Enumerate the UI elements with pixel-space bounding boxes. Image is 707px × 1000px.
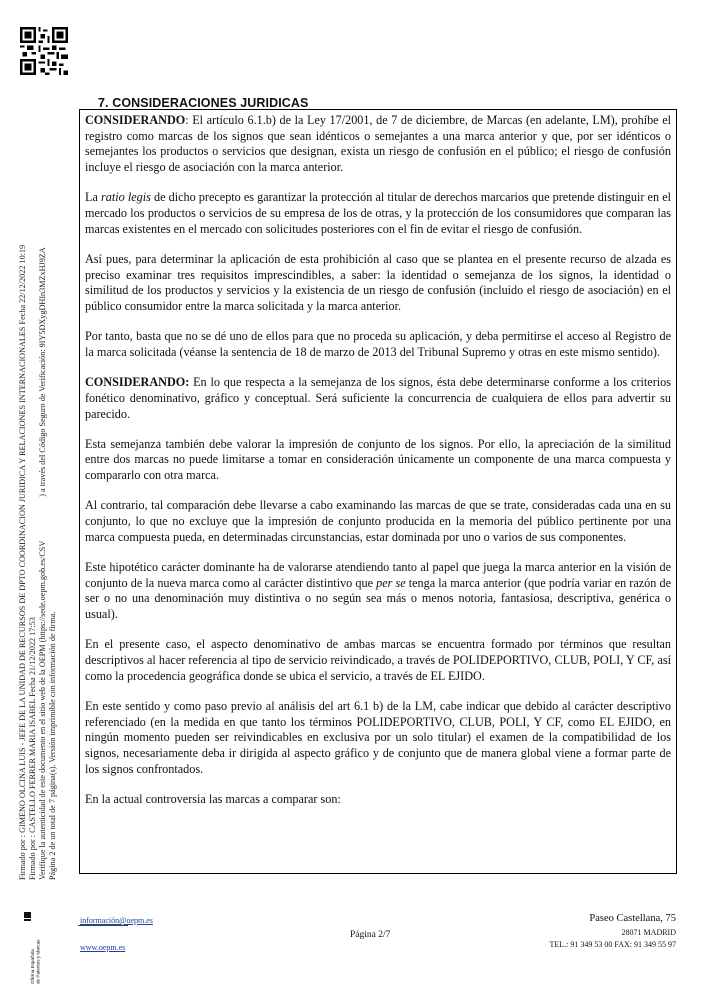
paragraph <box>85 329 671 360</box>
legal-considerations-box <box>79 109 677 874</box>
paragraph <box>85 113 671 176</box>
paragraph-text: tenga la marca anterior (que podría variar en razón de ser o no una denominación muy distintiva o no según sea más o menos notoria, fantasiosa, descriptiva, genérica o usual). <box>85 575 671 622</box>
paragraph-text: Por tanto, basta que no se dé uno de ellos para que no proceda su aplicación, y deba permitirse el acceso al Registro de la marca solicitada (véanse la sentencia de 18 de marzo de 2013 del Tribunal Supremo y otras en este mismo sentido). <box>85 329 671 359</box>
paragraph-lead: CONSIDERANDO: <box>85 375 190 390</box>
paragraph <box>85 560 671 623</box>
paragraph <box>85 699 671 778</box>
oepm-logo-icon <box>24 912 42 984</box>
email-link[interactable]: información@oepm.es <box>80 916 153 925</box>
paragraph <box>85 792 671 808</box>
verification-code: ) a través del Código Seguro de Verificación: 9IY5DXygDHIn3MZxHJ9ZA <box>38 247 47 497</box>
paragraph-lead: CONSIDERANDO <box>85 113 186 127</box>
qr-code-icon <box>20 27 68 75</box>
paragraph-text: Esta semejanza también debe valorar la impresión de conjunto de los signos. Por ello, la apreciación de la similitud entre dos marcas no puede limitarse a tomar en consideración únicamente un componente de una marca compuesta y compararlo con otra marca. <box>85 436 671 483</box>
paragraph-italic: per se <box>376 575 406 590</box>
paragraph-text: : El artículo 6.1.b) de la Ley 17/2001, de 7 de diciembre, de Marcas (en adelante, LM), prohíbe el registro como marcas de los signos que sean idénticos o semejantes a una marca anterior y que, por ser idénticos o semejantes los productos o servicios que designan, exista un riesgo de confusión en el público; el riesgo de confusión incluye el riesgo de asociación con la marca anterior. <box>85 113 671 175</box>
contact-phone-fax: TEL.: 91 349 53 00 FAX: 91 349 55 97 <box>549 940 676 949</box>
paragraph-text: de dicho precepto es garantizar la protección al titular de derechos marcarios que pretende distinguir en el mercado los productos o servicios de su empresa de los de otras, y la protección de los consumidores que comparan las marcas existentes en el mercado con solicitudes posteriores con el fin de evitar el riesgo de confusión. <box>85 190 671 236</box>
paragraph-text: En lo que respecta a la semejanza de los signos, ésta debe determinarse conforme a los criterios fonético denominativo, gráfico y conceptual. Será suficiente la concurrencia de cualquiera de ellos para advertir su parecido. <box>85 375 671 421</box>
paragraph <box>85 498 671 545</box>
footer-divider <box>78 925 128 926</box>
website-link[interactable]: www.oepm.es <box>80 943 126 952</box>
verification-line-1 <box>38 247 47 880</box>
paragraph <box>85 437 671 484</box>
section-title: 7. CONSIDERACIONES JURIDICAS <box>98 96 309 110</box>
signature-line-2: Firmado por : CASTELLO FERRER MARIA ISABEL Fecha 21/12/2022 17:53 <box>28 617 37 880</box>
page-number: Página 2/7 <box>350 930 391 940</box>
paragraph <box>85 252 671 315</box>
paragraph-text: Así pues, para determinar la aplicación de esta prohibición al caso que se plantea en el presente recurso de alzada es preciso examinar tres requisitos imprescindibles, a saber: la identidad o semejanza de los signos, la identidad o similitud de los productos y servicios y la existencia de un riesgo de confusión (incluido el riesgo de asociación) en el público consumidor entre la marca solicitada y la marca anterior. <box>85 251 671 314</box>
address-city: 28071 MADRID <box>621 928 676 937</box>
address-street: Paseo Castellana, 75 <box>589 913 676 924</box>
paragraph-text: En la actual controversia las marcas a comparar son: <box>85 791 341 806</box>
paragraph-italic: ratio legis <box>100 190 151 205</box>
signature-line-1: Firmado por : GIMENO OLCINA LUIS - JEFE DE LA UNIDAD DE RECURSOS DE DPTO COORDINACION JURIDICA Y RELACIONES INTERNACIONALES Fecha 22/12/2022 10:19 <box>18 244 27 880</box>
logo-text-2: de Patentes y Marcas <box>35 939 41 984</box>
paragraph <box>85 375 671 422</box>
paragraph-text: Al contrario, tal comparación debe llevarse a cabo examinando las marcas de que se trate, consideradas cada una en su conjunto, lo que no excluye que la impresión de conjunto producida en la memoria del público pertinente por una marca compuesta pueda, en determinadas circunstancias, estar dominada por uno o varios de sus componentes. <box>85 498 671 544</box>
paragraph-text: La <box>85 190 101 205</box>
verification-text: Verifique la autenticidad de este documento en el sitio web de la OEPM (https://sede.oepm.gob.es/CSV <box>38 540 47 880</box>
paragraph-text: En el presente caso, el aspecto denominativo de ambas marcas se encuentra formado por términos que resultan descriptivos al hacer referencia al tipo de servicio reivindicado, a través de POLIDEPORTIVO, CLUB, POLI, Y CF, así como la procedencia geográfica donde se ubica el servicio, a través de EL EJIDO. <box>85 637 671 683</box>
paragraph <box>85 190 671 237</box>
verification-line-2: Página 2 de un total de 7 página(s). Versión imprimible con información de firma. <box>48 611 57 880</box>
logo-text-1: Oficina Española <box>30 949 35 984</box>
paragraph-text: Este hipotético carácter dominante ha de valorarse atendiendo tanto al papel que juega la marca anterior en la visión de conjunto de la nueva marca como al carácter distintivo que <box>85 559 671 590</box>
paragraph <box>85 637 671 684</box>
paragraph-text: En este sentido y como paso previo al análisis del art 6.1 b) de la LM, cabe indicar que debido al carácter descriptivo referenciado (en la medida en que tanto los términos POLIDEPORTIVO, CLUB, POLI, Y CF, como EL EJIDO, en ningún momento pueden ser reivindicables en exclusiva por un solo titular) el examen de la compatibilidad de los signos, necesariamente deba ir dirigida al aspecto gráfico y de conjunto que de manera global viene a formar parte de los signos confrontados. <box>85 698 671 776</box>
